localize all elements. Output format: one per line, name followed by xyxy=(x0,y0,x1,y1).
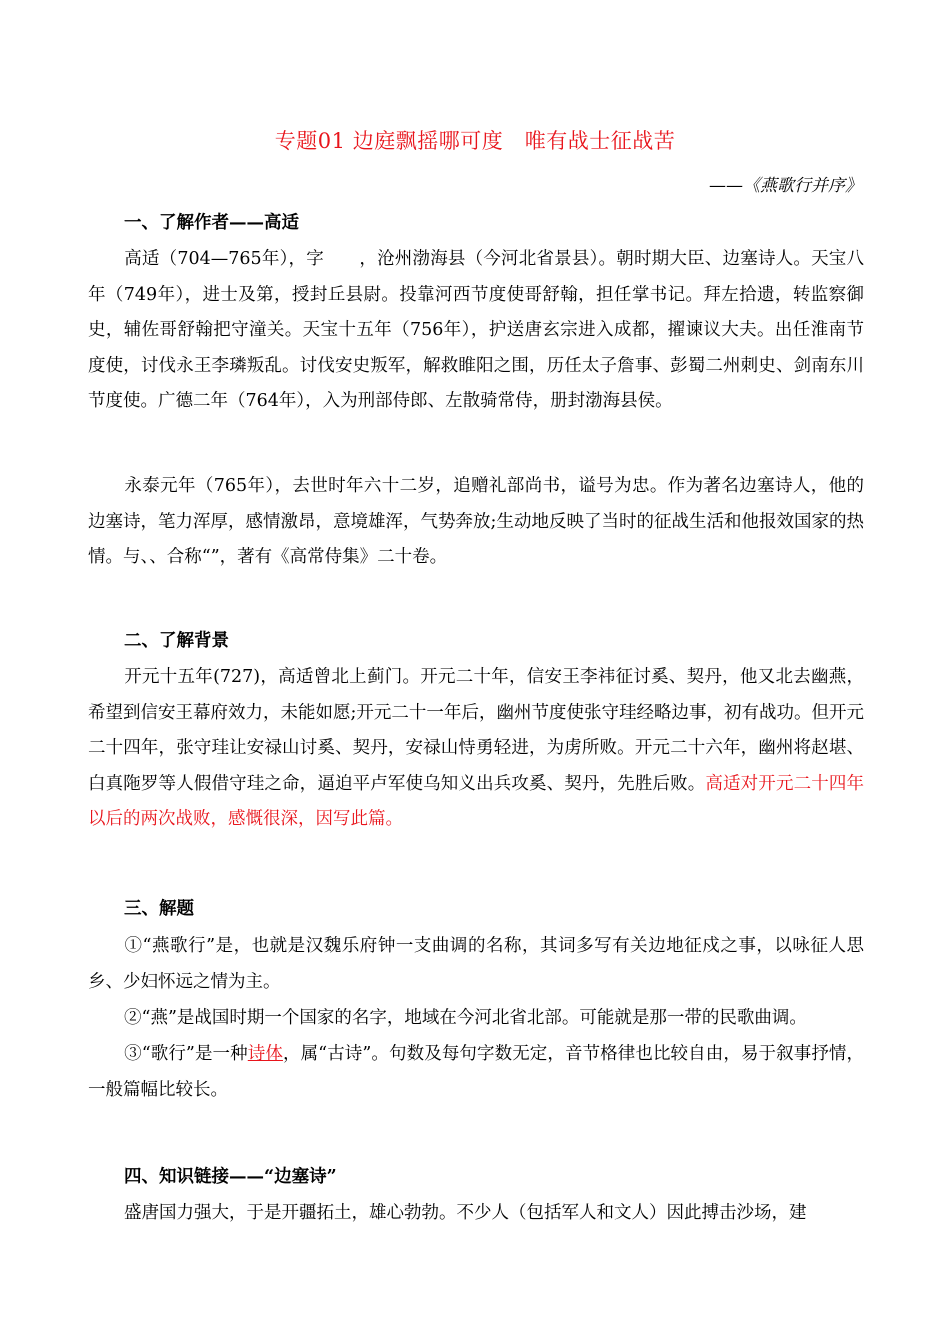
author-paragraph-1 xyxy=(88,242,864,420)
poetry-form-link[interactable]: 诗体 xyxy=(247,1044,283,1064)
section-heading-author: 一、了解作者——高适 xyxy=(124,213,299,233)
section-heading-background: 二、了解背景 xyxy=(124,631,229,651)
background-paragraph-text: 开元十五年(727)，高适曾北上蓟门。开元二十年，信安王李祎征讨奚、契丹，他又北去幽燕，希望到信安王幕府效力，未能如愿;开元二十一年后，幽州节度使张守珪经略边事，初有战功。但开元二十四年，张守珪让安禄山讨奚、契丹，安禄山恃勇轻进，为虏所败。开元二十六年，幽州将赵堪、白真陁罗等人假借守珪之命，逼迫平卢军使乌知义出兵攻奚、契丹，先胜后败。 xyxy=(88,667,864,794)
explanation-item-2 xyxy=(88,1001,864,1037)
page-title: 专题01 边庭飘摇哪可度 唯有战士征战苦 xyxy=(274,129,676,153)
background-highlight-text: 高适对开元二十四年以后的两次战败，感慨很深，因写此篇。 xyxy=(88,773,865,829)
frontier-poetry-paragraph-text: 盛唐国力强大，于是开疆拓土，雄心勃勃。不少人（包括军人和文人）因此搏击沙场，建 xyxy=(124,1203,807,1223)
explanation-item-1-text: ①“燕歌行”是，也就是汉魏乐府钟一支曲调的名称，其词多写有关边地征戍之事，以咏征人思乡、少妇怀远之情为主。 xyxy=(88,936,864,992)
author-paragraph-2 xyxy=(88,469,864,576)
author-paragraph-1-text: 高适（704—765年），字 ，沧州渤海县（今河北省景县）。朝时期大臣、边塞诗人。天宝八年（749年），进士及第，授封丘县尉。投靠河西节度使哥舒翰，担任掌书记。拜左拾遗，转监察御史，辅佐哥舒翰把守潼关。天宝十五年（756年），护送唐玄宗进入成都，擢谏议大夫。出任淮南节度使，讨伐永王李璘叛乱。讨伐安史叛军，解救睢阳之围，历任太子詹事、彭蜀二州刺史、剑南东川节度使。广德二年（764年），入为刑部侍郎、左散骑常侍，册封渤海县侯。 xyxy=(88,249,864,411)
section-heading-frontier-poetry: 四、知识链接——“边塞诗” xyxy=(124,1167,337,1187)
author-paragraph-2-text: 永泰元年（765年），去世时年六十二岁，追赠礼部尚书，谥号为忠。作为著名边塞诗人，他的边塞诗，笔力浑厚，感情激昂，意境雄浑，气势奔放;生动地反映了当时的征战生活和他报效国家的热情。与、、合称“”，著有《高常侍集》二十卷。 xyxy=(88,476,864,567)
background-paragraph xyxy=(88,660,864,838)
explanation-item-1 xyxy=(88,929,864,1000)
explanation-item-3-suffix: ，属“古诗”。句数及每句字数无定，音节格律也比较自由，易于叙事抒情，一般篇幅比较长。 xyxy=(88,1044,865,1100)
frontier-poetry-paragraph xyxy=(88,1196,864,1232)
section-heading-title-explanation: 三、解题 xyxy=(124,899,194,919)
explanation-item-2-text: ②“燕”是战国时期一个国家的名字，地域在今河北省北部。可能就是那一带的民歌曲调。 xyxy=(124,1008,807,1028)
page-subtitle: ——《燕歌行并序》 xyxy=(709,176,862,196)
explanation-item-3 xyxy=(88,1037,864,1108)
explanation-item-3-prefix: ③“歌行”是一种 xyxy=(124,1044,248,1064)
